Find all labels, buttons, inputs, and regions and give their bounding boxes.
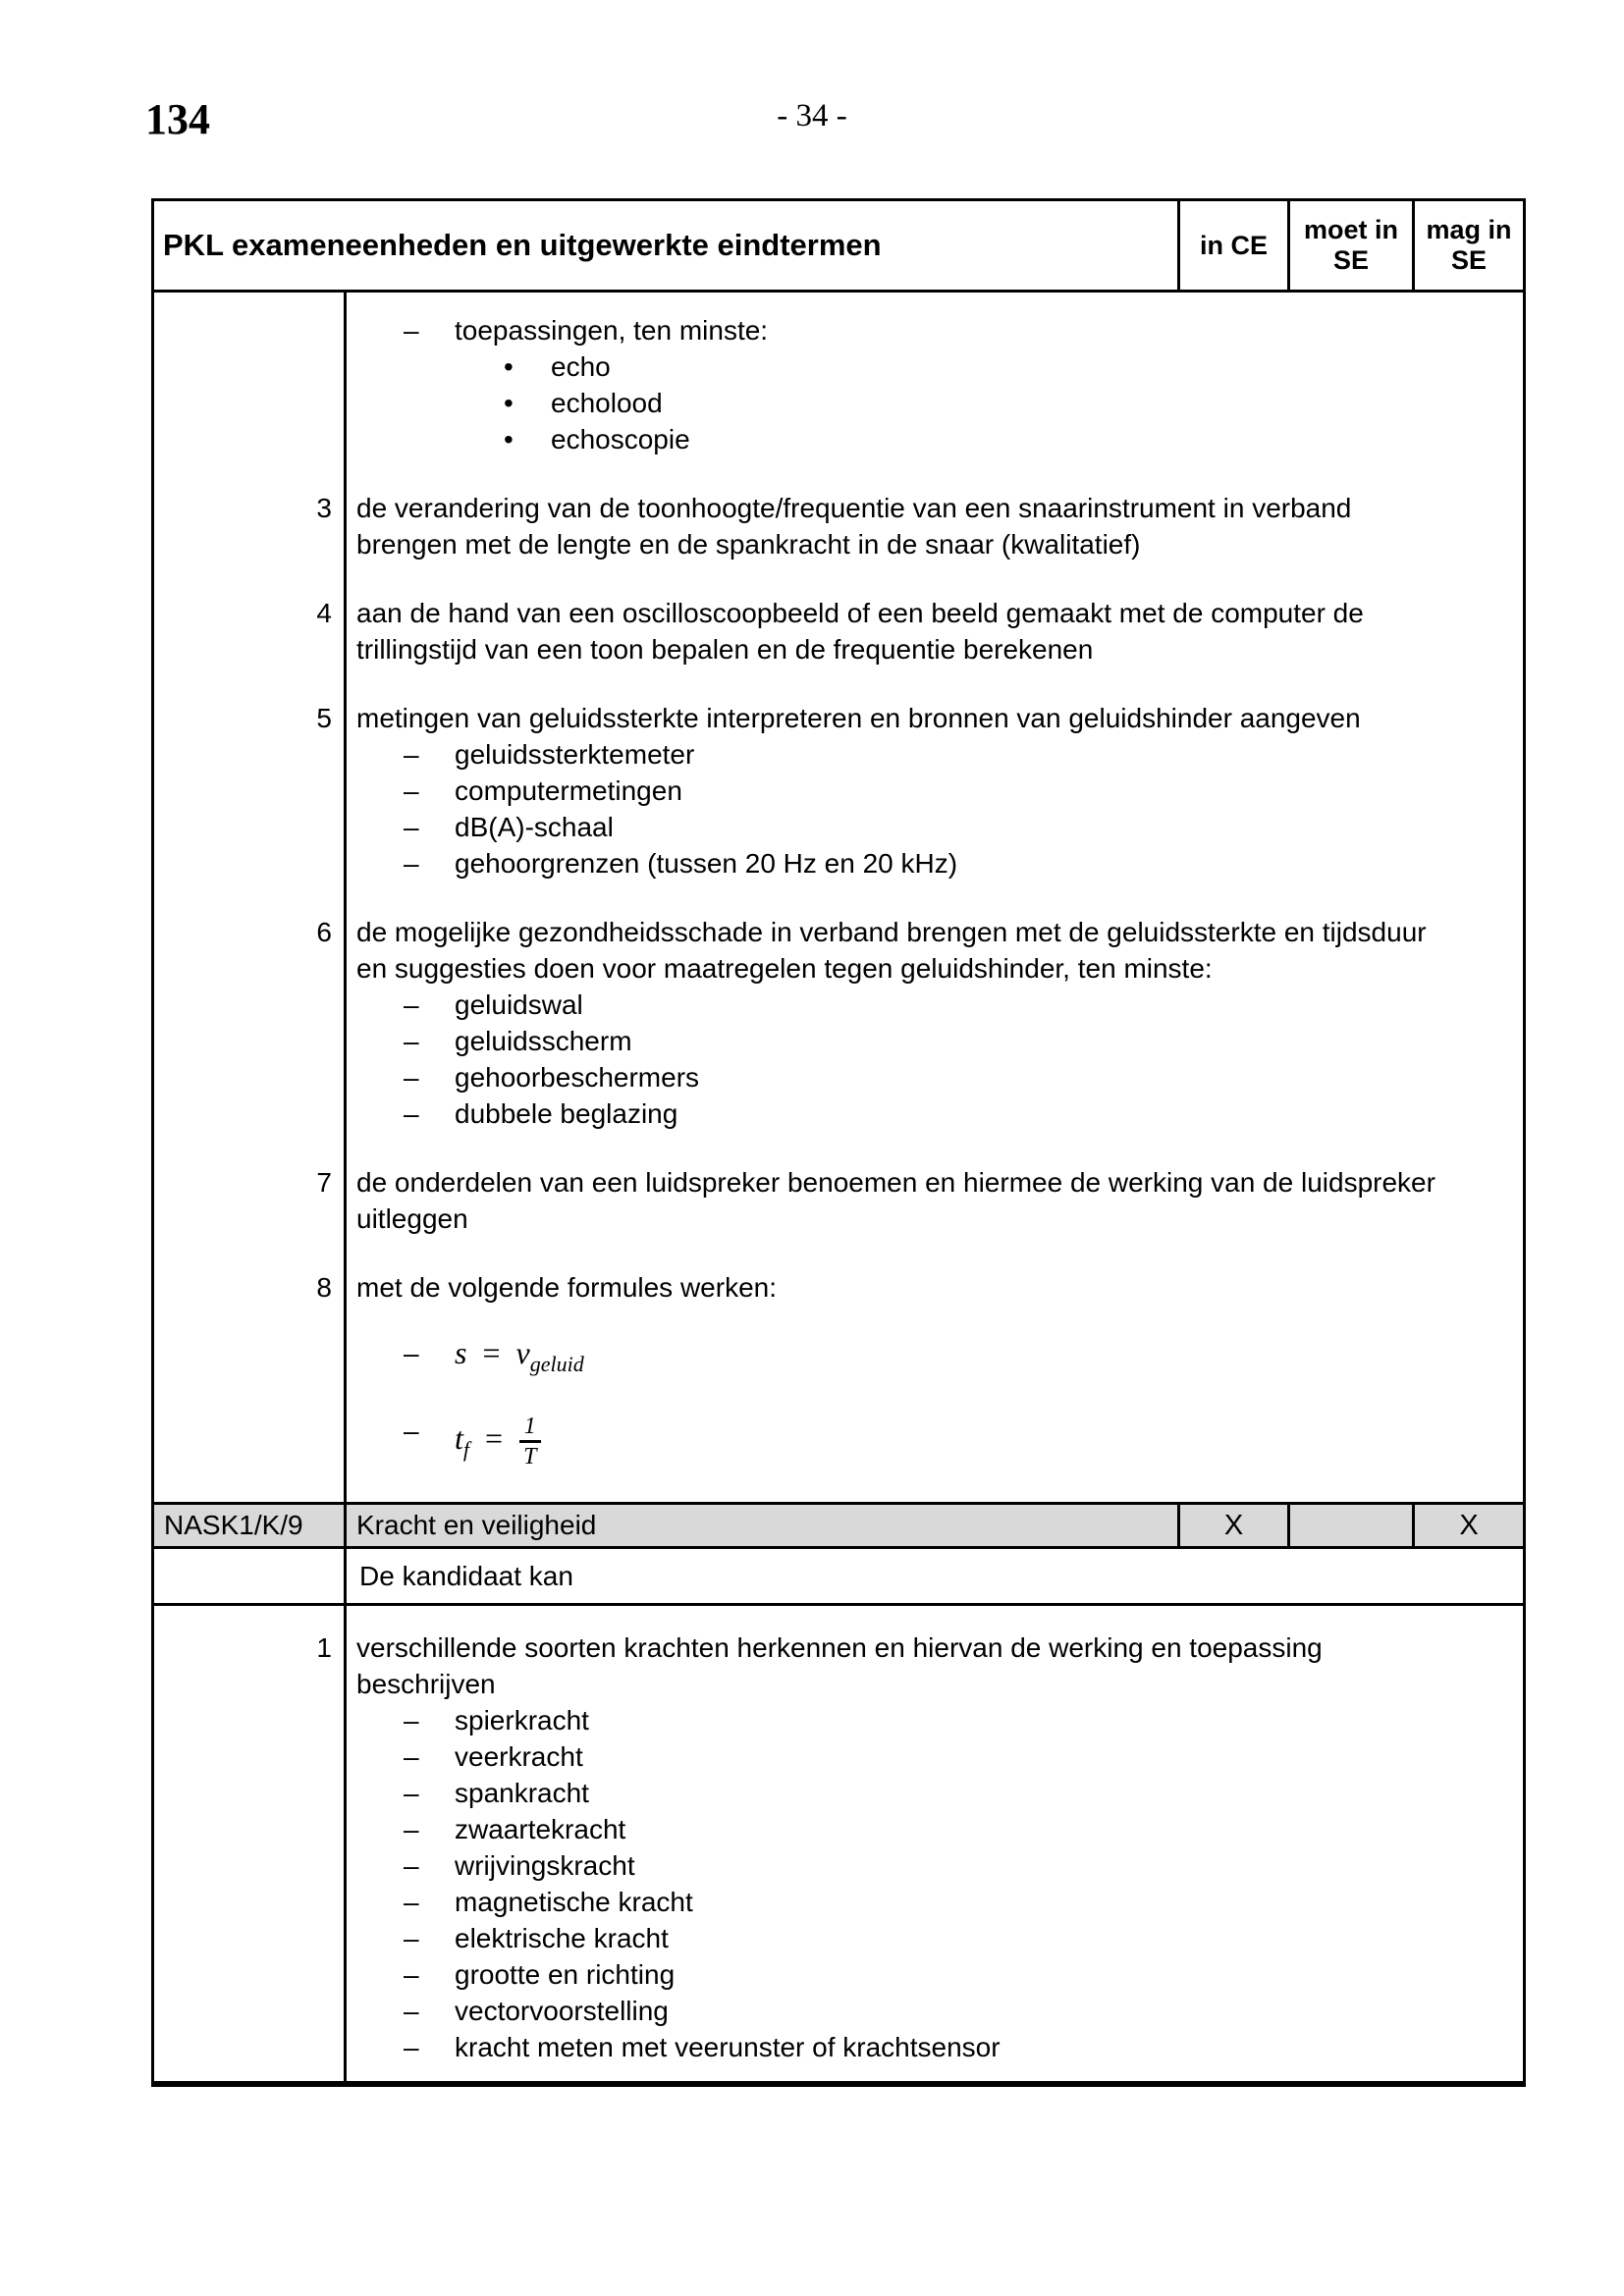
list-item-6 (154, 914, 1523, 1132)
mark-mag-in-se: X (1412, 1505, 1523, 1546)
exam-table (151, 198, 1526, 2087)
dash-item-label: gehoorbeschermers (455, 1062, 700, 1093)
empty-number-cell (154, 1549, 344, 1603)
dash-item-label: zwaartekracht (455, 1814, 626, 1844)
dash-marker: – (404, 1778, 419, 1808)
item-number: 3 (316, 493, 332, 523)
dash-item-label: veerkracht (455, 1741, 583, 1772)
dash-item-label: kracht meten met veerunster of krachtsensor (455, 2032, 1001, 2062)
item-number (154, 1413, 344, 1470)
dash-marker: – (404, 1887, 419, 1917)
dash-item (356, 1738, 1446, 1775)
dash-item (356, 773, 1446, 809)
dash-item (356, 736, 1446, 773)
item-text: de mogelijke gezondheidsschade in verband brengen met de geluidssterkte en tijdsduur en suggesties doen voor maatregelen tegen geluidshinder, ten minste: (356, 917, 1427, 984)
kandidaat-text: De kandidaat kan (344, 1549, 1523, 1603)
list-item-7 (154, 1164, 1523, 1237)
dash-marker: – (404, 315, 419, 346)
list-item-4 (154, 595, 1523, 667)
dash-item (356, 2029, 1446, 2065)
dash-marker: – (404, 1026, 419, 1056)
fraction: $\frac{1}{T}$ (518, 1413, 541, 1470)
item-number: 8 (316, 1272, 332, 1303)
formula-item-1 (154, 1335, 1523, 1376)
kandidaat-row (154, 1549, 1523, 1606)
column-header-mag-in-se: mag in SE (1412, 201, 1523, 290)
dash-item-label: dB(A)-schaal (455, 812, 614, 842)
dash-item-label: vectorvoorstelling (455, 1996, 669, 2026)
column-header-in-ce: in CE (1177, 201, 1287, 290)
item-number: 4 (316, 598, 332, 628)
item-number (154, 312, 344, 457)
dash-marker: – (404, 1705, 419, 1735)
dash-marker: – (404, 739, 419, 770)
dash-item-label: toepassingen, ten minste: (455, 315, 769, 346)
dash-item (356, 1884, 1446, 1920)
dash-marker: – (404, 1850, 419, 1881)
dash-marker: – (404, 2032, 419, 2062)
bullet-marker: • (504, 424, 514, 454)
section-title: Kracht en veiligheid (344, 1505, 1177, 1546)
item-text: verschillende soorten krachten herkennen en hiervan de werking en toepassing beschrijven (356, 1632, 1323, 1699)
dash-marker: – (404, 1996, 419, 2026)
dash-item (356, 1920, 1446, 1956)
dash-item (356, 1847, 1446, 1884)
item-text: de onderdelen van een luidspreker benoemen en hiermee de werking van de luidspreker uitleggen (356, 1167, 1435, 1234)
dash-item-label: elektrische kracht (455, 1923, 669, 1953)
item-text: met de volgende formules werken: (356, 1272, 777, 1303)
dash-item (356, 1702, 1446, 1738)
formula-s-vgeluid: $s = v_{geluid}$ (455, 1335, 584, 1376)
dash-item-label: wrijvingskracht (455, 1850, 635, 1881)
dash-item (356, 1095, 1446, 1132)
dash-item-label: spierkracht (455, 1705, 589, 1735)
dash-item (356, 809, 1446, 845)
dash-marker: – (404, 1338, 419, 1368)
dash-item-label: magnetische kracht (455, 1887, 693, 1917)
dash-marker: – (404, 1959, 419, 1990)
item-number (154, 1335, 344, 1371)
dash-item (356, 1413, 1446, 1470)
dash-item (356, 1059, 1446, 1095)
folio-center: - 34 - (777, 98, 847, 133)
dash-item (356, 1993, 1446, 2029)
dash-item (356, 845, 1446, 881)
bullet-item (356, 348, 1446, 385)
dash-item-label: geluidssterktemeter (455, 739, 695, 770)
dash-marker: – (404, 812, 419, 842)
bullet-marker: • (504, 351, 514, 382)
bullet-item-label: echo (551, 351, 611, 382)
page-number: 134 (145, 95, 210, 143)
dash-marker: – (404, 1415, 419, 1446)
column-header-moet-in-se: moet in SE (1287, 201, 1412, 290)
dash-item (356, 1023, 1446, 1059)
bullet-item-label: echoscopie (551, 424, 690, 454)
dash-marker: – (404, 1098, 419, 1129)
bullet-item (356, 421, 1446, 457)
item-text: metingen van geluidssterkte interpreteren en bronnen van geluidshinder aangeven (356, 703, 1361, 733)
dash-item-label: computermetingen (455, 775, 682, 806)
dash-item (356, 1775, 1446, 1811)
dash-item (356, 987, 1446, 1023)
dash-item (356, 1811, 1446, 1847)
item-text: aan de hand van een oscilloscoopbeeld of een beeld gemaakt met de computer de trillingstijd van een toon bepalen en de frequentie berekenen (356, 598, 1364, 665)
dash-item-label: gehoorgrenzen (tussen 20 Hz en 20 kHz) (455, 848, 958, 879)
bullet-item (356, 385, 1446, 421)
list-item-intro (154, 312, 1523, 457)
dash-item (356, 312, 1446, 348)
dash-marker: – (404, 1741, 419, 1772)
dash-item-label: spankracht (455, 1778, 589, 1808)
dash-item-label: grootte en richting (455, 1959, 676, 1990)
bullet-item-label: echolood (551, 388, 663, 418)
list-item-1 (154, 1629, 1523, 2065)
item-number: 5 (316, 703, 332, 733)
formula-tf-1-over-T: $t_f$ = $\frac{1}{T}$ (455, 1413, 541, 1470)
list-item-8 (154, 1269, 1523, 1306)
section-code: NASK1/K/9 (164, 1510, 303, 1540)
list-item-3 (154, 490, 1523, 562)
mark-in-ce: X (1177, 1505, 1287, 1546)
dash-item (356, 1956, 1446, 1993)
sound-section-body (154, 293, 1523, 1502)
item-number: 1 (316, 1632, 332, 1663)
table-header-row (154, 201, 1523, 293)
list-item-5 (154, 700, 1523, 881)
dash-marker: – (404, 1814, 419, 1844)
dash-marker: – (404, 1923, 419, 1953)
formula-item-2 (154, 1413, 1523, 1470)
force-section-body (154, 1606, 1523, 2081)
item-text: de verandering van de toonhoogte/frequentie van een snaarinstrument in verband brengen met de lengte en de spankracht in de snaar (kwalitatief) (356, 493, 1352, 560)
dash-item (356, 1335, 1446, 1376)
dash-item-label: geluidsscherm (455, 1026, 632, 1056)
mark-moet-in-se (1287, 1505, 1412, 1546)
dash-marker: – (404, 1062, 419, 1093)
bullet-marker: • (504, 388, 514, 418)
item-number: 6 (316, 917, 332, 947)
table-title: PKL exameneenheden en uitgewerkte eindtermen (163, 228, 882, 262)
dash-item-label: dubbele beglazing (455, 1098, 678, 1129)
dash-marker: – (404, 775, 419, 806)
dash-item-label: geluidswal (455, 989, 583, 1020)
dash-marker: – (404, 848, 419, 879)
section-row-nask1-k9 (154, 1502, 1523, 1549)
dash-marker: – (404, 989, 419, 1020)
item-number: 7 (316, 1167, 332, 1198)
